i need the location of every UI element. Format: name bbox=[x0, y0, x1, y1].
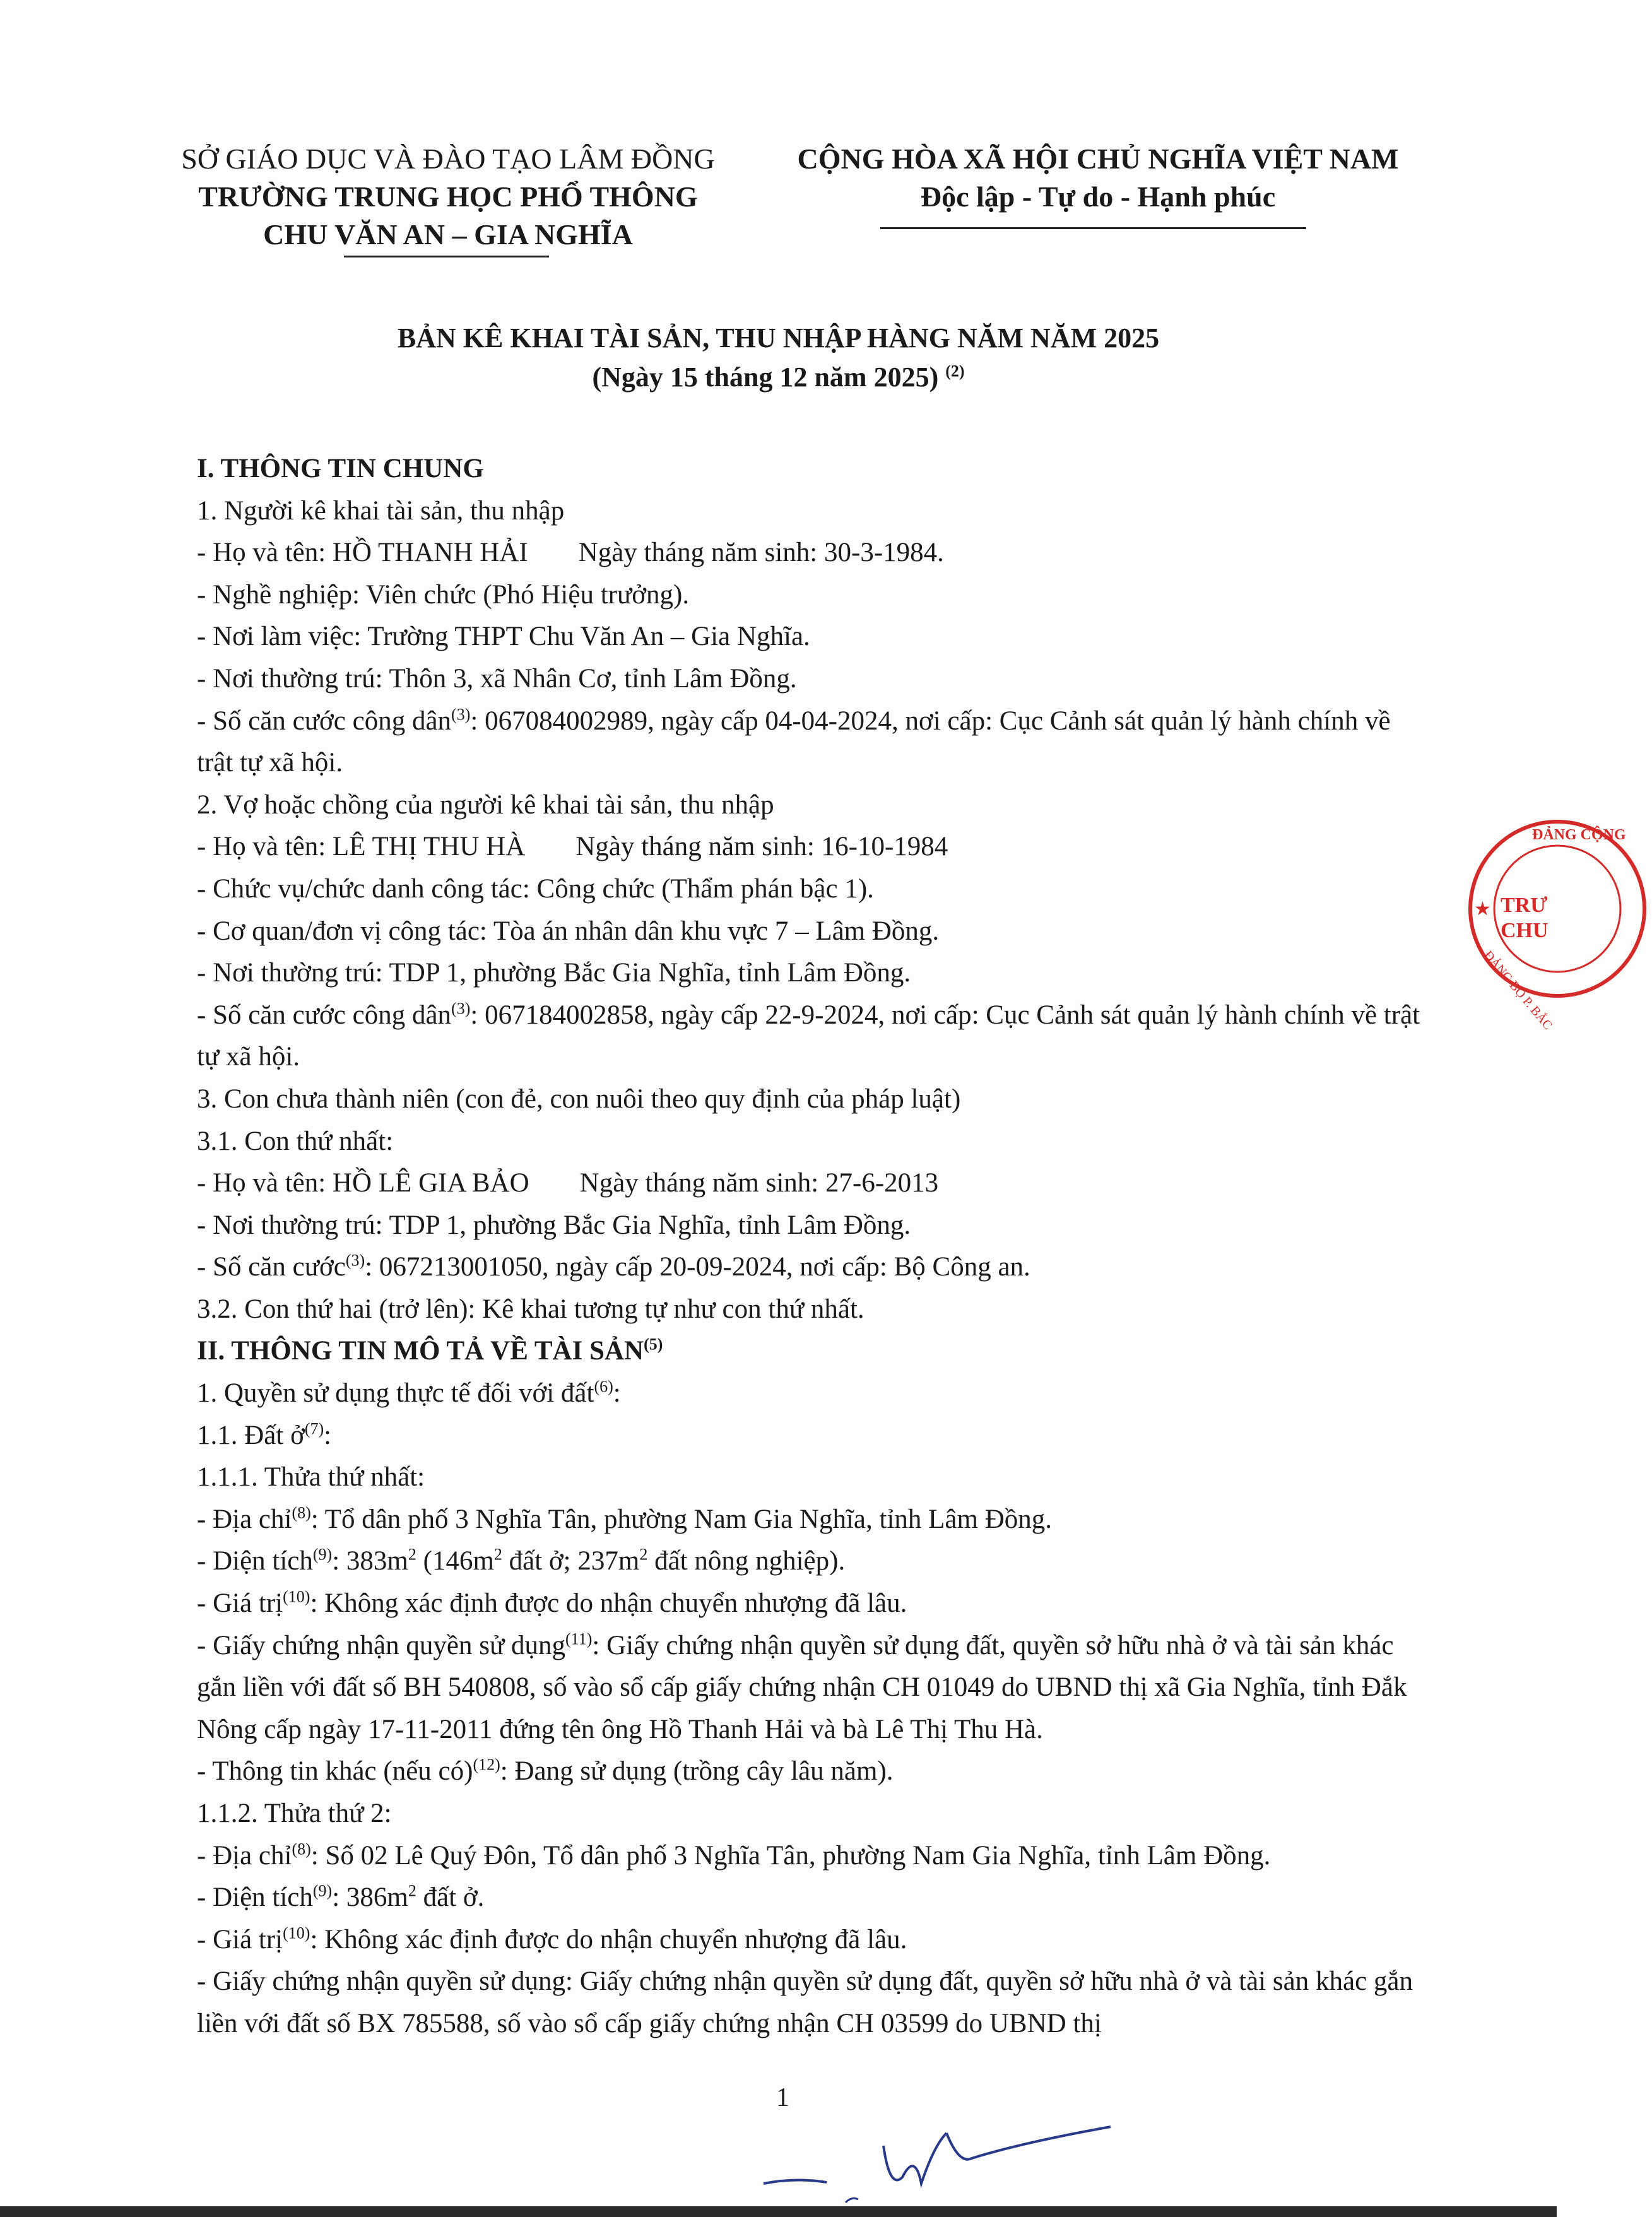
land-rights-heading: 1. Quyền sử dụng thực tế đối với đất$^{(6)}$: bbox=[197, 1377, 621, 1409]
svg-text:CHU: CHU bbox=[1501, 919, 1549, 942]
scan-bottom-edge bbox=[0, 2206, 1557, 2217]
child2-line: 3.2. Con thứ hai (trở lên): Kê khai tương tự như con thứ nhất. bbox=[197, 1294, 864, 1324]
official-seal bbox=[1463, 814, 1652, 1032]
spouse-heading: 2. Vợ hoặc chồng của người kê khai tài sản, thu nhập bbox=[197, 789, 774, 820]
motto-underline bbox=[880, 227, 1306, 229]
plot2-address: - Địa chỉ$^{(8)}$: Số 02 Lê Quý Đôn, Tổ dân phố 3 Nghĩa Tân, phường Nam Gia Nghĩa, tỉnh Lâm Đồng. bbox=[197, 1840, 1271, 1871]
declarant-job: - Nghề nghiệp: Viên chức (Phó Hiệu trưởng). bbox=[197, 579, 690, 610]
section-2-heading: II. THÔNG TIN MÔ TẢ VỀ TÀI SẢN$^{(5)}$ bbox=[197, 1335, 663, 1366]
declarant-residence: - Nơi thường trú: Thôn 3, xã Nhân Cơ, tỉnh Lâm Đồng. bbox=[197, 663, 797, 694]
svg-text:★: ★ bbox=[1474, 899, 1491, 919]
svg-text:ĐẢNG CỘNG: ĐẢNG CỘNG bbox=[1532, 827, 1626, 843]
national-motto: Độc lập - Tự do - Hạnh phúc bbox=[920, 180, 1276, 213]
plot2-value: - Giá trị$^{(10)}$: Không xác định được do nhận chuyển nhượng đã lâu. bbox=[197, 1924, 907, 1954]
agency-header bbox=[151, 140, 745, 254]
title-line1: BẢN KÊ KHAI TÀI SẢN, THU NHẬP HÀNG NĂM NĂM 2025 bbox=[397, 322, 1160, 353]
spouse-id: - Số căn cước công dân$^{(3)}$: 067184002858, ngày cấp 22-9-2024, nơi cấp: Cục Cảnh sát quản lý hành chính về trật tự xã hội. bbox=[197, 999, 1420, 1072]
child1-residence: - Nơi thường trú: TDP 1, phường Bắc Gia Nghĩa, tỉnh Lâm Đồng. bbox=[197, 1210, 911, 1240]
spouse-name-line: - Họ và tên: LÊ THỊ THU HÀ Ngày tháng năm sinh: 16-10-1984 bbox=[197, 832, 948, 862]
plot1-other-info: - Thông tin khác (nếu có)$^{(12)}$: Đang sử dụng (trồng cây lâu năm). bbox=[197, 1756, 894, 1787]
child1-id: - Số căn cước$^{(3)}$: 067213001050, ngày cấp 20-09-2024, nơi cấp: Bộ Công an. bbox=[197, 1251, 1030, 1282]
child1-heading: 3.1. Con thứ nhất: bbox=[197, 1126, 394, 1156]
child1-name-line: - Họ và tên: HỒ LÊ GIA BẢO Ngày tháng năm sinh: 27-6-2013 bbox=[197, 1168, 939, 1198]
signature bbox=[757, 2108, 1136, 2209]
plot2-area: - Diện tích$^{(9)}$: $386m^2$ đất ở. bbox=[197, 1881, 485, 1913]
plot1-area: - Diện tích$^{(9)}$: $383m^2$ ($146m^2$ đất ở; $237m^2$ đất nông nghiệp). bbox=[197, 1546, 846, 1576]
agency-line1: SỞ GIÁO DỤC VÀ ĐÀO TẠO LÂM ĐỒNG bbox=[181, 143, 715, 175]
spouse-residence: - Nơi thường trú: TDP 1, phường Bắc Gia Nghĩa, tỉnh Lâm Đồng. bbox=[197, 958, 911, 988]
svg-text:TRƯ: TRƯ bbox=[1501, 894, 1548, 917]
agency-line2: TRƯỜNG TRUNG HỌC PHỔ THÔNG bbox=[198, 180, 698, 213]
plot1-certificate: - Giấy chứng nhận quyền sử dụng$^{(11)}$: Giấy chứng nhận quyền sử dụng đất, quyền sở hữu nhà ở và tài sản khác gắn liền với đất số BH 540808, số vào sổ cấp giấy chứng nhận CH 01049 do UBND thị xã Gia Nghĩa, tỉnh Đắk Nông cấp ngày 17-11-2011 đứng tên ông Hồ Thanh Hải và bà Lê Thị Thu Hà. bbox=[197, 1629, 1407, 1744]
plot1-address: - Địa chỉ$^{(8)}$: Tổ dân phố 3 Nghĩa Tân, phường Nam Gia Nghĩa, tỉnh Lâm Đồng. bbox=[197, 1503, 1052, 1534]
agency-underline bbox=[344, 256, 549, 257]
national-header bbox=[754, 140, 1442, 216]
declarant-name-line: - Họ và tên: HỒ THANH HẢI Ngày tháng năm sinh: 30-3-1984. bbox=[197, 538, 944, 568]
section-1-heading: I. THÔNG TIN CHUNG bbox=[197, 454, 484, 483]
document-body bbox=[197, 448, 1421, 2045]
national-title: CỘNG HÒA XÃ HỘI CHỦ NGHĨA VIỆT NAM bbox=[797, 143, 1399, 175]
spouse-org: - Cơ quan/đơn vị công tác: Tòa án nhân dân khu vực 7 – Lâm Đồng. bbox=[197, 916, 940, 946]
plot2-certificate: - Giấy chứng nhận quyền sử dụng: Giấy chứng nhận quyền sử dụng đất, quyền sở hữu nhà ở và tài sản khác gắn liền với đất số BX 785588, số vào sổ cấp giấy chứng nhận CH 03599 do UBND thị bbox=[197, 1966, 1413, 2038]
plot1-heading: 1.1.1. Thửa thứ nhất: bbox=[197, 1462, 425, 1493]
title-line2: (Ngày 15 tháng 12 năm 2025) $^{(2)}$ bbox=[592, 362, 965, 393]
document-title bbox=[0, 319, 1557, 397]
children-heading: 3. Con chưa thành niên (con đẻ, con nuôi theo quy định của pháp luật) bbox=[197, 1084, 961, 1114]
plot1-value: - Giá trị$^{(10)}$: Không xác định được do nhận chuyển nhượng đã lâu. bbox=[197, 1587, 907, 1619]
agency-line3: CHU VĂN AN – GIA NGHĨA bbox=[263, 218, 633, 251]
spouse-position: - Chức vụ/chức danh công tác: Công chức (Thẩm phán bậc 1). bbox=[197, 873, 874, 904]
page-number: 1 bbox=[776, 2083, 789, 2112]
declarant-id: - Số căn cước công dân$^{(3)}$: 067084002989, ngày cấp 04-04-2024, nơi cấp: Cục Cảnh sát quản lý hành chính về trật tự xã hội. bbox=[197, 705, 1391, 778]
svg-text:ĐẢNG BỘ P. BẮC: ĐẢNG BỘ P. BẮC bbox=[1481, 948, 1555, 1032]
declarant-heading: 1. Người kê khai tài sản, thu nhập bbox=[197, 495, 565, 526]
residential-land-heading: 1.1. Đất ở$^{(7)}$: bbox=[197, 1419, 332, 1450]
declarant-work: - Nơi làm việc: Trường THPT Chu Văn An – Gia Nghĩa. bbox=[197, 622, 810, 652]
plot2-heading: 1.1.2. Thửa thứ 2: bbox=[197, 1799, 392, 1828]
